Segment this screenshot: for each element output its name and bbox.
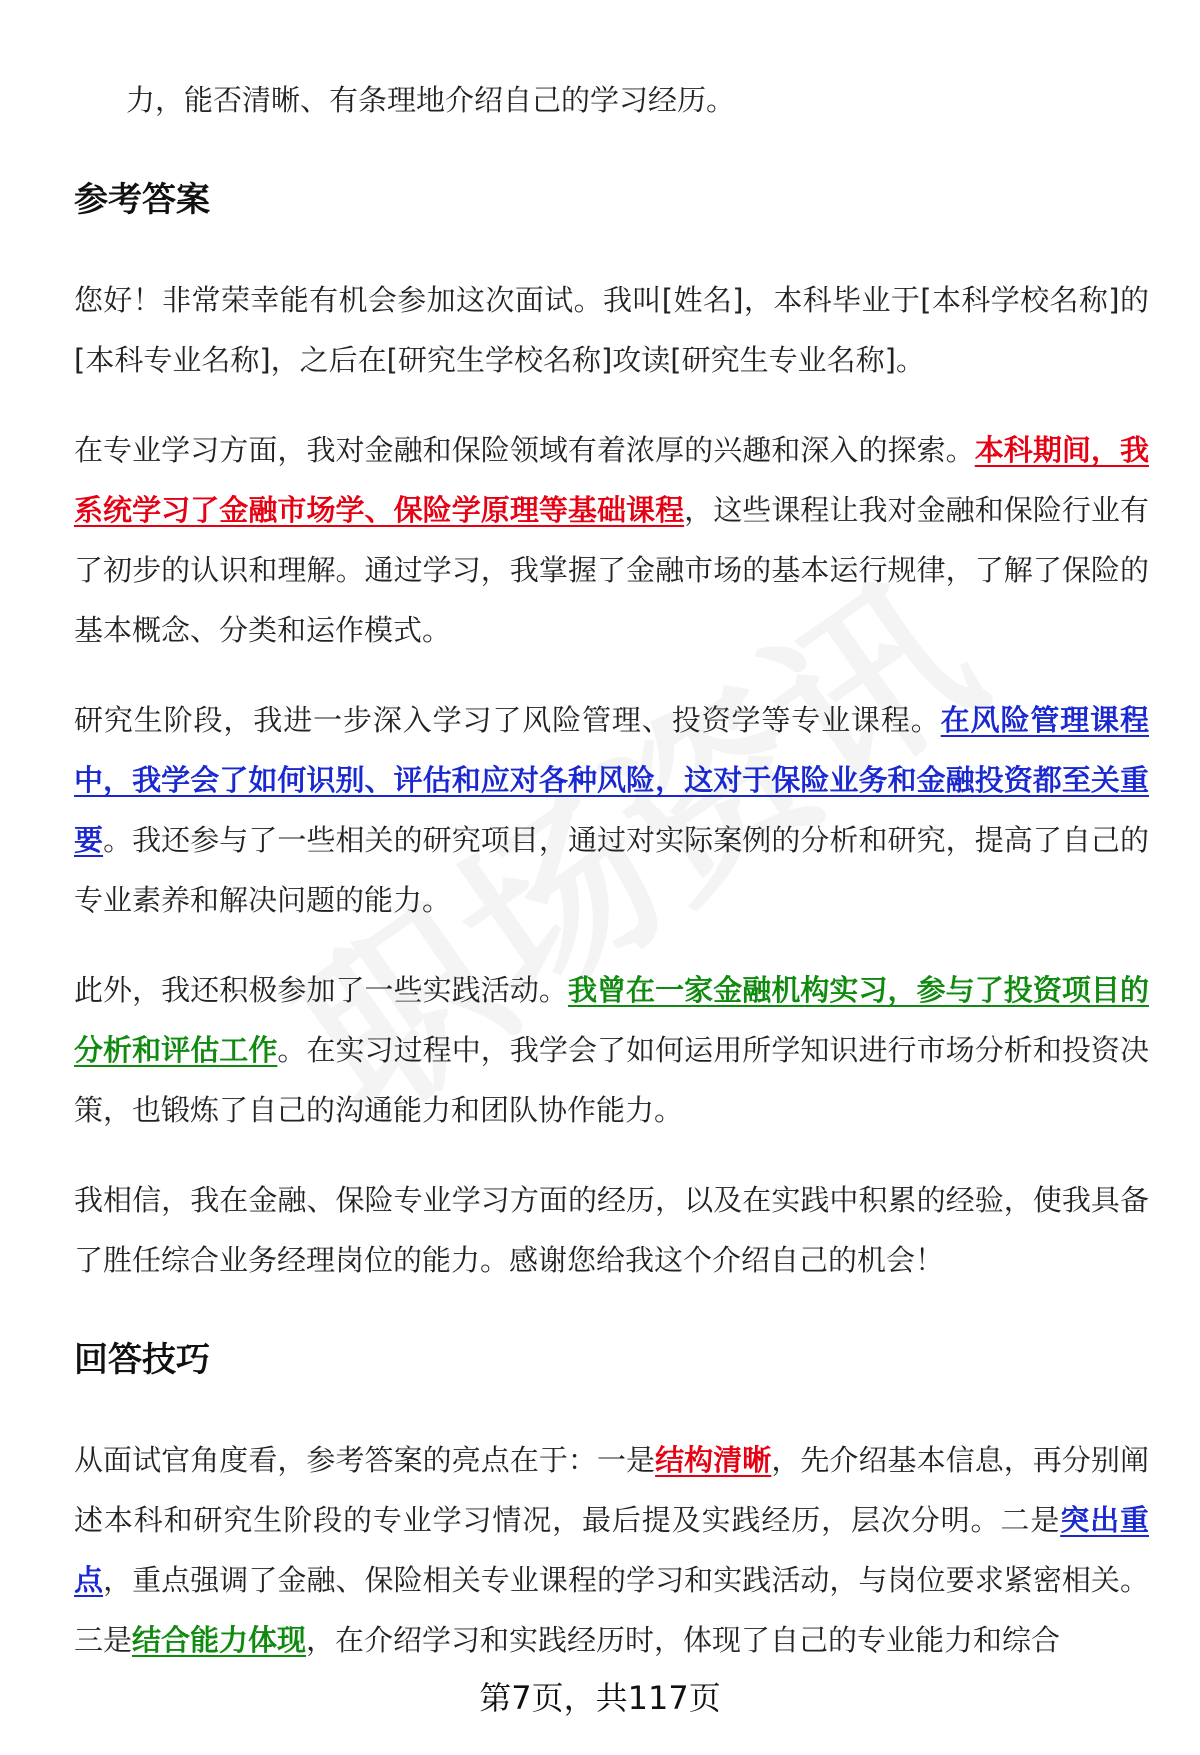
paragraph-text: ，先介绍基本信息，再分别阐述本科和研究生阶段的专业学习情况，最后提及实践经历，层次分明。二是 xyxy=(74,1443,1149,1537)
highlight-clear-structure: 结构清晰 xyxy=(655,1443,772,1477)
paragraph-text: 研究生阶段，我进一步深入学习了风险管理、投资学等专业课程。 xyxy=(74,703,941,737)
reference-paragraph-1: 您好！非常荣幸能有机会参加这次面试。我叫[姓名]，本科毕业于[本科学校名称]的[本科专业名称]，之后在[研究生学校名称]攻读[研究生专业名称]。 xyxy=(74,283,1149,377)
reference-paragraph-4 xyxy=(74,960,1149,1140)
paragraph-text: 从面试官角度看，参考答案的亮点在于：一是 xyxy=(74,1443,656,1477)
paragraph-text: ，重点强调了金融、保险相关专业课程的学习和实践活动，与岗位要求紧密相关。三是 xyxy=(74,1563,1149,1657)
paragraph-text: ，这些课程让我对金融和保险行业有了初步的认识和理解。通过学习，我掌握了金融市场的基本运行规律，了解了保险的基本概念、分类和运作模式。 xyxy=(74,493,1149,647)
highlight-risk-management: 在风险管理课程中，我学会了如何识别、评估和应对各种风险，这对于保险业务和金融投资都至关重要 xyxy=(74,703,1149,857)
reference-paragraph-3 xyxy=(74,690,1149,930)
highlight-internship: 我曾在一家金融机构实习，参与了投资项目的分析和评估工作 xyxy=(74,973,1149,1067)
paragraph-text: 在专业学习方面，我对金融和保险领域有着浓厚的兴趣和深入的探索。 xyxy=(74,433,975,467)
highlight-undergrad-courses: 本科期间，我系统学习了金融市场学、保险学原理等基础课程 xyxy=(74,433,1149,527)
tips-heading: 回答技巧 xyxy=(74,1340,210,1380)
reference-paragraph-2 xyxy=(74,420,1149,660)
tips-paragraph xyxy=(74,1430,1149,1670)
paragraph-text: ，在介绍学习和实践经历时，体现了自己的专业能力和综合 xyxy=(306,1623,1061,1657)
paragraph-text: 此外，我还积极参加了一些实践活动。 xyxy=(74,973,568,1007)
document-body xyxy=(74,70,1149,1670)
reference-paragraph-5: 我相信，我在金融、保险专业学习方面的经历，以及在实践中积累的经验，使我具备了胜任综合业务经理岗位的能力。感谢您给我这个介绍自己的机会！ xyxy=(74,1183,1149,1277)
highlight-ability: 结合能力体现 xyxy=(132,1623,307,1657)
paragraph-text: 。我还参与了一些相关的研究项目，通过对实际案例的分析和研究，提高了自己的专业素养和解决问题的能力。 xyxy=(74,823,1149,917)
reference-heading: 参考答案 xyxy=(74,180,210,220)
intro-line: 力，能否清晰、有条理地介绍自己的学习经历。 xyxy=(126,83,736,117)
highlight-key-points: 突出重点 xyxy=(74,1503,1149,1597)
paragraph-text: 。在实习过程中，我学会了如何运用所学知识进行市场分析和投资决策，也锻炼了自己的沟通能力和团队协作能力。 xyxy=(74,1033,1149,1127)
page-footer: 第7页，共117页 xyxy=(479,1679,721,1717)
